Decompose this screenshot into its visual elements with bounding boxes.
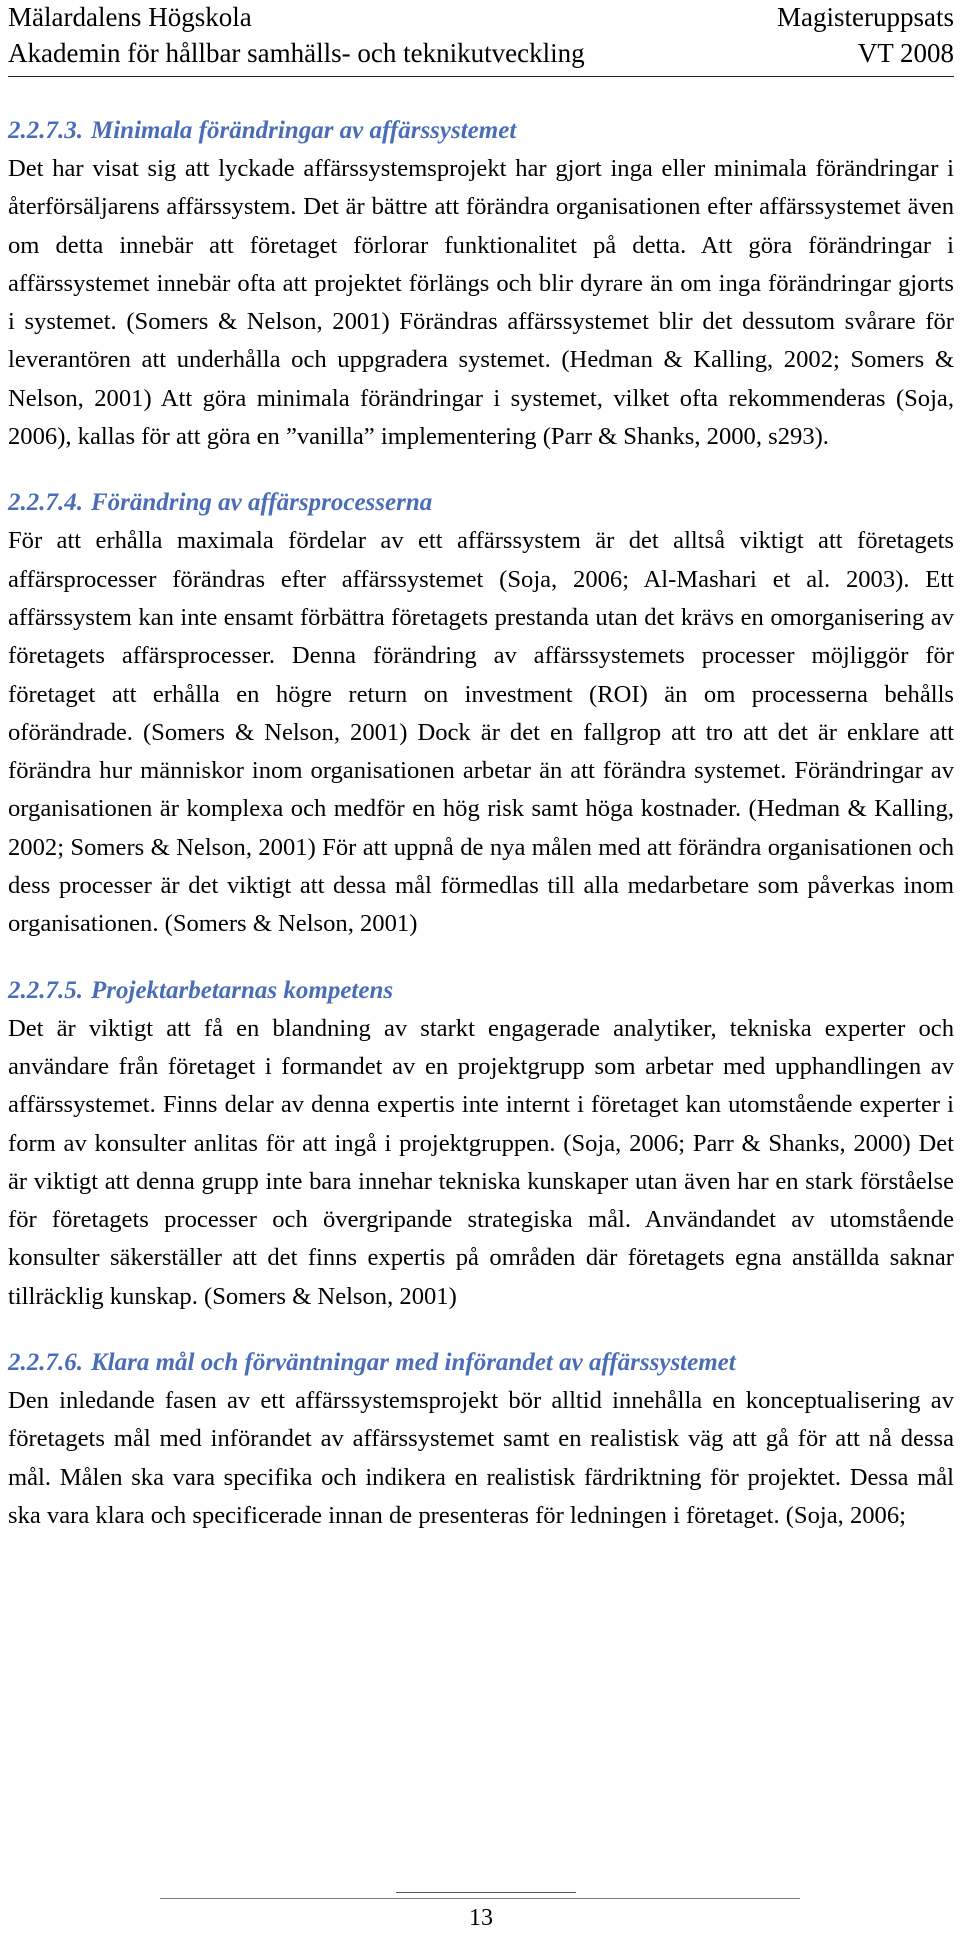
section-body: Det är viktigt att få en blandning av starkt engagerade analytiker, tekniska experter och användare från företaget i formandet av en projektgrupp som arbetar med upphandlingen av affärssystemet. Finns delar av denna expertis inte internt i företaget kan utomstående experter i form av konsulter anlitas för att ingå i projektgruppen. (Soja, 2006; Parr & Shanks, 2000) Det är viktigt att denna grupp inte bara innehar tekniska kunskaper utan även har en stark förståelse för företagets processer och övergripande strategiska mål. Användandet av utomstående konsulter säkerställer att det finns expertis på områden där företagets egna anställda saknar tillräcklig kunskap. (Somers & Nelson, 2001) [8, 1014, 954, 1310]
university-name: Mälardalens Högskola [8, 2, 252, 32]
page-footer [8, 1885, 954, 1935]
document-page [8, 0, 954, 1935]
section-body: Den inledande fasen av ett affärssystemsprojekt bör alltid innehålla en konceptualisering av företagets mål med införandet av affärssystemet samt en realistisk väg att gå för att nå dessa mål. Målen ska vara specifika och indikera en realistisk färdriktning för projektet. Dessa mål ska vara klara och specificerade innan de presenteras för ledningen i företaget. (Soja, 2006; [8, 1387, 954, 1529]
section-body: Det har visat sig att lyckade affärssystemsprojekt har gjort inga eller minimala förändringar i återförsäljarens affärssystem. Det är bättre att förändra organisationen efter affärssystemet även om detta innebär att företaget förlorar funktionalitet på detta. Att göra förändringar i affärssystemet innebär ofta att projektet förlängs och blir dyrare än om inga förändringar gjorts i systemet. (Somers & Nelson, 2001) Förändras affärssystemet blir det dessutom svårare för leverantören att underhålla och uppgradera systemet. (Hedman & Kalling, 2002; Somers & Nelson, 2001) Att göra minimala förändringar i systemet, vilket ofta rekommenderas (Soja, 2006), kallas för att göra en ”vanilla” implementering (Parr & Shanks, 2000, s293). [8, 155, 954, 451]
section-clear-goals [8, 1344, 954, 1535]
section-heading [8, 972, 954, 1010]
header-row-bottom [8, 38, 954, 69]
section-project-competence [8, 972, 954, 1316]
section-title: Förändring av affärsprocesserna [91, 489, 433, 517]
section-number: 2.2.7.4. [8, 489, 83, 517]
section-number: 2.2.7.5. [8, 976, 83, 1004]
page-content [8, 112, 954, 1563]
page-header [8, 0, 954, 77]
term-label: VT 2008 [857, 38, 954, 68]
section-heading [8, 1344, 954, 1382]
section-heading [8, 112, 954, 150]
section-process-change [8, 484, 954, 943]
section-minimal-changes [8, 112, 954, 456]
section-body: För att erhålla maximala fördelar av ett affärssystem är det alltså viktigt att företagets affärsprocesser förändras efter affärssystemet (Soja, 2006; Al-Mashari et al. 2003). Ett affärssystem kan inte ensamt förbättra företagets prestanda utan det krävs en omorganisering av företagets affärsprocesser. Denna förändring av affärssystemets processer möjliggör för företaget att erhålla en högre return on investment (ROI) än om processerna behålls oförändrade. (Somers & Nelson, 2001) Dock är det en fallgrop att tro att det är enklare att förändra hur människor inom organisationen arbetar än att förändra systemet. Förändringar av organisationen är komplexa och medför en hög risk samt höga kostnader. (Hedman & Kalling, 2002; Somers & Nelson, 2001) För att uppnå de nya målen med att förändra organisationen och dess processer är det viktigt att dessa mål förmedlas till alla medarbetare som påverkas inom organisationen. (Somers & Nelson, 2001) [8, 527, 954, 938]
section-title: Klara mål och förväntningar med införandet av affärssystemet [91, 1349, 736, 1377]
section-number: 2.2.7.3. [8, 117, 83, 144]
footer-rule-short [396, 1892, 576, 1893]
document-type: Magisteruppsats [777, 2, 954, 32]
page-number: 13 [469, 1905, 493, 1931]
section-title: Projektarbetarnas kompetens [91, 976, 394, 1004]
header-row-top [8, 2, 954, 33]
section-title: Minimala förändringar av affärssystemet [91, 117, 517, 144]
academy-name: Akademin för hållbar samhälls- och teknikutveckling [8, 38, 585, 68]
section-number: 2.2.7.6. [8, 1349, 83, 1377]
section-heading [8, 484, 954, 522]
footer-rule [160, 1898, 800, 1899]
